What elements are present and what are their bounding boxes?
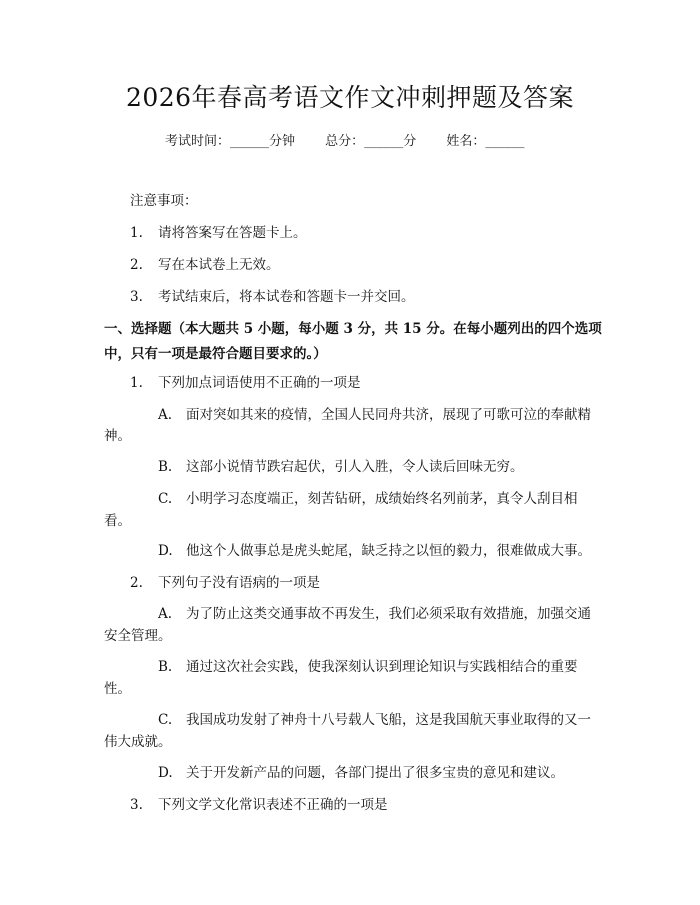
section-heading-line2: 中，只有一项是最符合题目要求的。） (104, 346, 327, 362)
name-label: 姓名： (446, 134, 486, 149)
option-label: A. (158, 606, 173, 622)
question-text: 下列加点词语使用不正确的一项是 (158, 375, 361, 391)
name-blank: ______ (485, 134, 525, 149)
option-line (158, 604, 591, 624)
option-continuation: 安全管理。 (104, 628, 172, 644)
section-heading-line1: 一、选择题（本大题共 5 小题，每小题 3 分，共 15 分。在每小题列出的四个选项 (104, 321, 602, 337)
page-title: 2026年春高考语文作文冲刺押题及答案 (125, 83, 575, 112)
note-number: 3. (130, 289, 143, 305)
option-continuation: 性。 (104, 681, 131, 697)
note-text: 请将答案写在答题卡上。 (158, 225, 307, 241)
note-item (130, 287, 415, 307)
option-continuation: 神。 (104, 428, 131, 444)
option-label: A. (158, 407, 173, 423)
note-item (130, 255, 280, 275)
score-label: 总分： (325, 134, 365, 149)
question-number: 3. (130, 797, 143, 813)
note-number: 2. (130, 257, 143, 273)
option-label: C. (158, 712, 173, 728)
option-line (158, 710, 591, 730)
option-line (158, 457, 524, 477)
time-label: 考试时间： (165, 134, 231, 149)
option-text: 面对突如其来的疫情，全国人民同舟共济，展现了可歌可泣的奉献精 (186, 407, 591, 423)
option-text: 关于开发新产品的问题，各部门提出了很多宝贵的意见和建议。 (186, 765, 564, 781)
option-continuation: 看。 (104, 513, 131, 529)
option-text: 小明学习态度端正，刻苦钻研，成绩始终名列前茅，真令人刮目相 (186, 491, 578, 507)
time-blank: ______ (230, 134, 270, 149)
option-text: 我国成功发射了神舟十八号载人飞船，这是我国航天事业取得的又一 (186, 712, 591, 728)
question-stem (130, 373, 361, 393)
option-line (158, 405, 591, 425)
note-text: 写在本试卷上无效。 (158, 257, 280, 273)
note-text: 考试结束后，将本试卷和答题卡一并交回。 (158, 289, 415, 305)
question-text: 下列文学文化常识表述不正确的一项是 (158, 797, 388, 813)
option-line (158, 541, 591, 561)
option-label: C. (158, 491, 173, 507)
note-item (130, 223, 307, 243)
exam-meta-row (165, 132, 524, 152)
option-label: B. (158, 659, 173, 675)
question-stem (130, 795, 388, 815)
option-text: 为了防止这类交通事故不再发生，我们必须采取有效措施，加强交通 (186, 606, 591, 622)
option-label: B. (158, 459, 173, 475)
option-text: 他这个人做事总是虎头蛇尾，缺乏持之以恒的毅力，很难做成大事。 (186, 543, 591, 559)
score-unit: 分 (403, 134, 417, 149)
option-continuation: 伟大成就。 (104, 734, 172, 750)
question-text: 下列句子没有语病的一项是 (158, 575, 320, 591)
question-number: 1. (130, 375, 143, 391)
option-line (158, 657, 578, 677)
option-line (158, 763, 564, 783)
option-label: D. (158, 543, 173, 559)
time-unit: 分钟 (269, 134, 296, 149)
option-line (158, 489, 578, 509)
question-number: 2. (130, 575, 143, 591)
option-text: 通过这次社会实践，使我深刻认识到理论知识与实践相结合的重要 (186, 659, 578, 675)
question-stem (130, 573, 320, 593)
option-text: 这部小说情节跌宕起伏，引人入胜，令人读后回味无穷。 (186, 459, 524, 475)
note-number: 1. (130, 225, 143, 241)
notes-heading: 注意事项： (130, 193, 198, 209)
score-blank: ______ (364, 134, 404, 149)
option-label: D. (158, 765, 173, 781)
